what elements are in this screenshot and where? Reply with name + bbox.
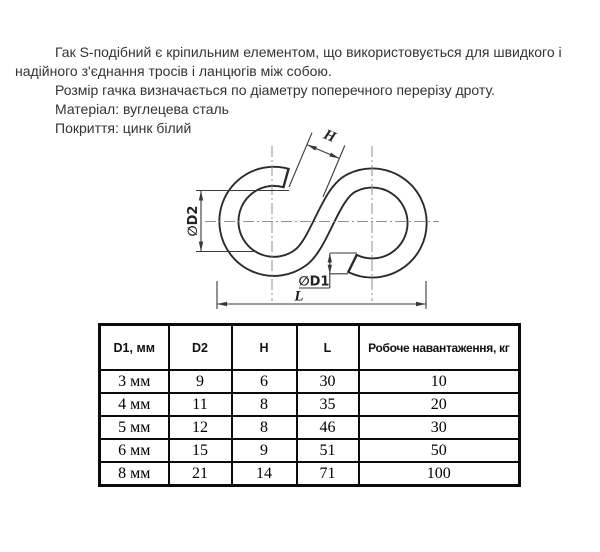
table-cell: 20 — [359, 393, 520, 416]
col-header-l: L — [297, 325, 359, 371]
table-cell: 35 — [297, 393, 359, 416]
table-cell: 14 — [232, 462, 297, 486]
table-cell: 30 — [359, 416, 520, 439]
table-cell: 9 — [232, 439, 297, 462]
table-cell: 8 мм — [100, 462, 169, 486]
table-cell: 8 — [232, 393, 297, 416]
table-row — [100, 393, 520, 416]
table-row — [100, 439, 520, 462]
intro-line-3: Розмір гачка визначається по діаметру поперечного перерізу дроту. — [55, 82, 495, 98]
intro-line-4: Матеріал: вуглецева сталь — [55, 101, 229, 117]
col-header-h: H — [232, 325, 297, 371]
dim-label-h: H — [321, 126, 339, 146]
s-hook-wire — [229, 168, 417, 273]
d1-arrow-down — [328, 265, 332, 274]
col-header-load: Робоче навантаження, кг — [359, 325, 520, 371]
table-cell: 51 — [297, 439, 359, 462]
table-cell: 30 — [297, 370, 359, 393]
h-dimension-line — [307, 145, 339, 159]
intro-line-2: надійного з'єднання тросів і ланцюгів між собою. — [15, 63, 332, 79]
table-cell: 5 мм — [100, 416, 169, 439]
dim-label-d1: ∅D1 — [298, 274, 330, 290]
d1-arrow-up — [328, 253, 332, 262]
table-cell: 6 мм — [100, 439, 169, 462]
intro-line-1: Гак S-подібний є кріпильним елементом, що використовується для швидкого і — [55, 44, 562, 60]
table-cell: 10 — [359, 370, 520, 393]
table-cell: 21 — [169, 462, 232, 486]
col-header-d2: D2 — [169, 325, 232, 371]
table-row — [100, 462, 520, 486]
table-cell: 11 — [169, 393, 232, 416]
table-row — [100, 416, 520, 439]
table-cell: 50 — [359, 439, 520, 462]
table-cell: 12 — [169, 416, 232, 439]
table-cell: 71 — [297, 462, 359, 486]
table-cell: 9 — [169, 370, 232, 393]
spec-table — [98, 323, 521, 487]
intro-line-5: Покриття: цинк білий — [55, 120, 192, 136]
table-cell: 4 мм — [100, 393, 169, 416]
dim-label-d2: ∅D2 — [186, 205, 201, 237]
table-cell: 6 — [232, 370, 297, 393]
table-header-row — [100, 325, 520, 371]
table-cell: 8 — [232, 416, 297, 439]
table-row — [100, 370, 520, 393]
table-cell: 100 — [359, 462, 520, 486]
table-cell: 46 — [297, 416, 359, 439]
col-header-d1: D1, мм — [100, 325, 169, 371]
h-extension-1 — [289, 133, 312, 187]
table-cell: 3 мм — [100, 370, 169, 393]
dim-label-l: L — [294, 288, 304, 305]
table-cell: 15 — [169, 439, 232, 462]
